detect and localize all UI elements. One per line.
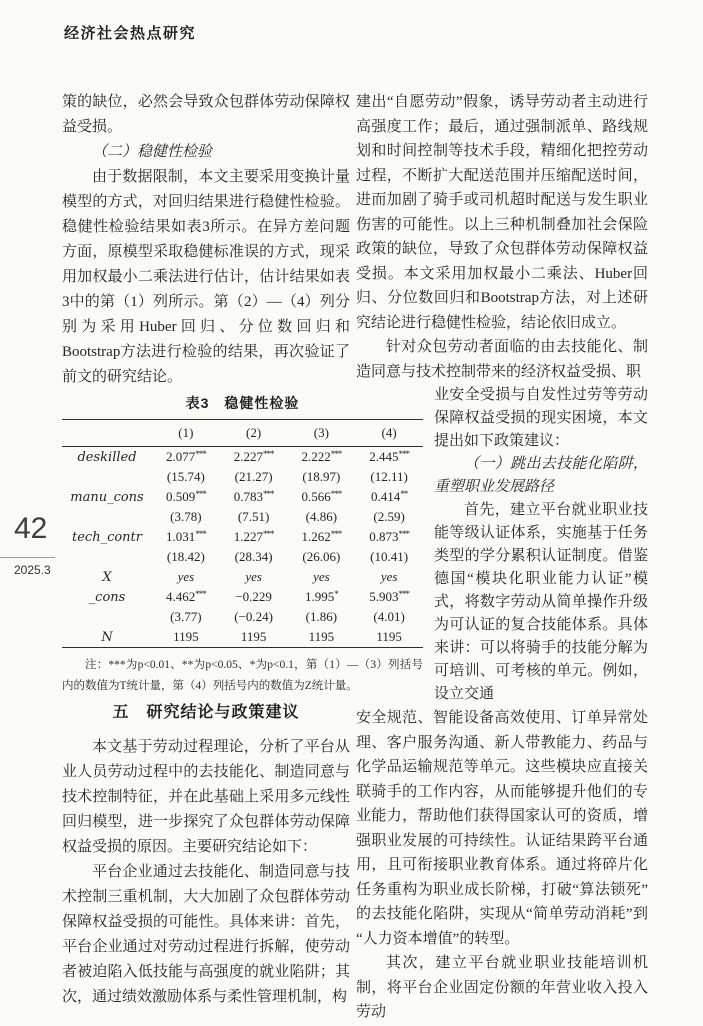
table-note: 注：***为p<0.01、**为p<0.05、*为p<0.1，第（1）—（3）列括号内的数值为T统计量，第（4）列括号内的数值为Z统计量。: [62, 659, 423, 692]
column-header: (3): [313, 425, 329, 440]
control-cell: yes: [245, 569, 262, 584]
section-heading-conclusions: 五 研究结论与政策建议: [112, 704, 300, 721]
table-wrapped-text: [434, 384, 648, 706]
coef-cell: 1.262***: [301, 529, 342, 544]
tstat-cell: (1.86): [305, 609, 338, 624]
paragraph-mechanisms: 建出“自愿劳动”假象，诱导劳动者主动进行高强度工作；最后，通过强制派单、路线规划和时间控制等技术手段，精细化把控劳动过程，不断扩大配送范围并压缩配送时间，进而加剧了骑手或司机超时配送与发生职业伤害的可能性。以上三种机制叠加社会保险政策的缺位，导致了众包群体劳动保障权益受损。本文采用加权最小二乘法、Huber回归、分位数回归和Bootstrap方法，对上述研究结论进行稳健性检验，结论依旧成立。: [356, 94, 648, 331]
tstat-cell: (21.27): [234, 469, 273, 484]
tstat-cell: (−0.24): [234, 609, 273, 624]
page-number: 42: [14, 512, 48, 545]
left-column-lower: [62, 700, 350, 1010]
n-cell: 1195: [376, 629, 402, 644]
tstat-cell: (28.34): [234, 549, 273, 564]
tstat-cell: (18.42): [166, 549, 205, 564]
column-header: (4): [381, 425, 397, 440]
coef-cell: 1.995*: [305, 589, 338, 604]
var-name-cell: deskilled: [77, 449, 137, 465]
journal-section-title: 经济社会热点研究: [64, 25, 197, 42]
coef-cell: 0.783***: [233, 489, 274, 504]
var-name-cell: _cons: [88, 589, 126, 605]
tstat-cell: (4.01): [373, 609, 405, 624]
tstat-cell: (7.51): [237, 509, 270, 524]
n-cell: 1195: [240, 629, 267, 644]
paragraph-robustness-method: 由于数据限制，本文主要采用变换计量模型的方式，对回归结果进行稳健性检验。稳健性检验结果如表3所示。在异方差问题方面，原模型采取稳健标准误的方式，现采用加权最小二乘法进行估计，估计结果如表3中的第（1）列所示。第（2）—（4）列分别为采用Huber回归、分位数回归和Bootstrap方法进行检验的结果，再次验证了前文的研究结论。: [62, 169, 350, 385]
n-cell: 1195: [308, 629, 335, 644]
paragraph-certification: 首先，建立平台就业职业技能等级认证体系，实施基于任务类型的学分累积认证制度。借鉴德国“模块化职业能力认证”模式，将数字劳动从简单操作升级为可认证的复合技能体系。具体来讲：可以将骑手的技能分解为可培训、可考核的单元。例如，设立交通: [434, 502, 648, 702]
coef-cell: 0.873***: [369, 529, 409, 544]
coef-cell: 4.462***: [166, 589, 206, 604]
control-cell: yes: [380, 569, 398, 584]
table-title: 表3 稳健性检验: [185, 395, 300, 411]
coef-cell: 1.227***: [233, 529, 274, 544]
control-cell: yes: [177, 569, 195, 584]
issue-label: 2025.3: [14, 563, 51, 577]
right-column: [356, 90, 648, 1025]
paragraph-certification-cont: 安全规范、智能设备高效使用、订单异常处理、客户服务沟通、新人带教能力、药品与化学品运输规范等单元。这些模块应直接关联骑手的工作内容，从而能够提升他们的专业能力，帮助他们获得国家认可的资质，增强职业发展的可持续性。认证结果跨平台通用，且可衔接职业教育体系。通过将碎片化任务重构为职业成长阶梯，打破“算法锁死”的去技能化陷阱，实现从“简单劳动消耗”到“人力资本增值”的转型。: [356, 710, 648, 947]
column-header: (2): [246, 425, 262, 440]
tstat-cell: (26.06): [302, 549, 341, 564]
n-cell: 1195: [173, 629, 199, 644]
coef-cell: 0.414**: [371, 489, 408, 504]
tstat-cell: (18.97): [302, 469, 341, 484]
var-name-cell: N: [101, 629, 113, 645]
var-name-cell: manu_cons: [70, 489, 144, 505]
paragraph-policy-intro: 针对众包劳动者面临的由去技能化、制造同意与技术控制带来的经济权益受损、职: [356, 339, 648, 380]
paragraph-training: 其次，建立平台就业职业技能培训机制，将平台企业固定份额的年营业收入投入劳动: [356, 955, 648, 1020]
coef-cell: −0.229: [235, 589, 272, 604]
var-name-cell: tech_contr: [72, 529, 142, 545]
left-column-upper: [62, 90, 350, 390]
coef-cell: 0.566***: [301, 489, 342, 504]
var-name-cell: X: [102, 569, 112, 585]
coef-cell: 2.077***: [166, 449, 206, 464]
subsection-heading-policy-one: （一）跳出去技能化陷阱，重塑职业发展路径: [434, 456, 648, 495]
column-header: (1): [178, 425, 194, 440]
tstat-cell: (2.59): [373, 509, 405, 524]
tstat-cell: (3.77): [170, 609, 202, 624]
coef-cell: 2.445***: [369, 449, 409, 464]
subsection-heading-robustness: （二）稳健性检验: [92, 144, 213, 160]
tstat-cell: (12.11): [370, 469, 408, 484]
paragraph-continuation: 策的缺位，必然会导致众包群体劳动保障权益受损。: [62, 94, 350, 135]
tstat-cell: (4.86): [305, 509, 338, 524]
control-cell: yes: [313, 569, 330, 584]
paragraph-findings: 平台企业通过去技能化、制造同意与技术控制三重机制，大大加剧了众包群体劳动保障权益受损的可能性。具体来讲：首先，平台企业通过对劳动过程进行拆解，使劳动者被迫陷入低技能与高强度的就业陷阱；其次，通过绩效激励体系与柔性管理机制，构: [62, 864, 350, 1005]
coef-cell: 2.227***: [233, 449, 274, 464]
paragraph-policy-intro-cont: 业安全受损与自发性过劳等劳动保障权益受损的现实困境，本文提出如下政策建议：: [434, 387, 648, 449]
coef-cell: 1.031***: [166, 529, 206, 544]
paragraph-summary: 本文基于劳动过程理论，分析了平台从业人员劳动过程中的去技能化、制造同意与技术控制特征，并在此基础上采用多元线性回归模型，进一步探究了众包群体劳动保障权益受损的原因。主要研究结论如下：: [62, 739, 350, 855]
coef-cell: 5.903***: [369, 589, 409, 604]
tstat-cell: (3.78): [170, 509, 202, 524]
coef-cell: 2.222***: [301, 449, 342, 464]
coef-cell: 0.509***: [166, 489, 206, 504]
margin-divider: [0, 557, 55, 558]
tstat-cell: (10.41): [370, 549, 409, 564]
tstat-cell: (15.74): [166, 469, 205, 484]
